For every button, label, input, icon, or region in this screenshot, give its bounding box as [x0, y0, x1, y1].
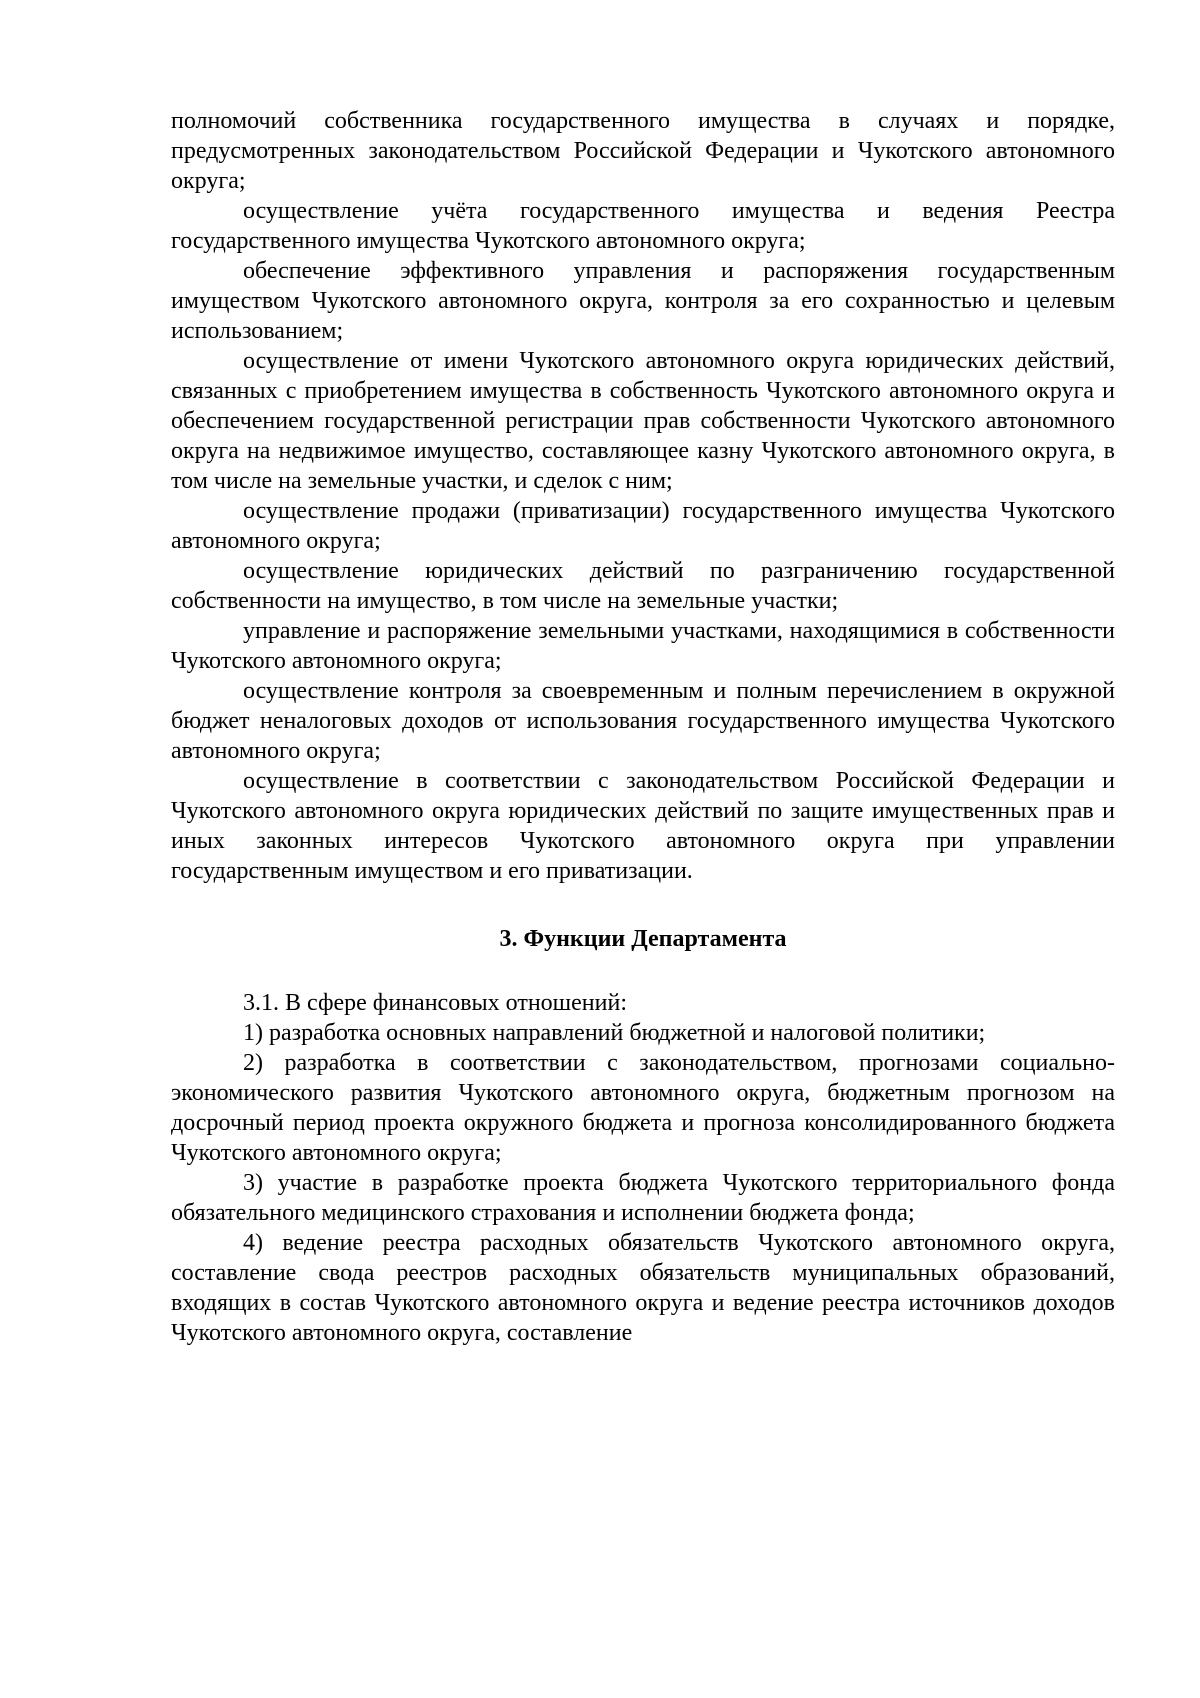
paragraph: 3.1. В сфере финансовых отношений:: [243, 990, 627, 1016]
list-item: 3) участие в разработке проекта бюджета Чукотского территориального фонда обязательного медицинского страхования и исполнении бюджета фонда;: [171, 1170, 1115, 1226]
section-heading: 3. Функции Департамента: [499, 926, 787, 952]
list-item: 4) ведение реестра расходных обязательств Чукотского автономного округа, составление свода реестров расходных обязательств муниципальных образований, входящих в состав Чукотского автономного округа и ведение реестра источников доходов Чукотского автономного округа, составление: [171, 1230, 1115, 1346]
paragraph: осуществление от имени Чукотского автономного округа юридических действий, связанных с приобретением имущества в собственность Чукотского автономного округа и обеспечением государственной регистрации прав собственности Чукотского автономного округа на недвижимое имущество, составляющее казну Чукотского автономного округа, в том числе на земельные участки, и сделок с ним;: [171, 348, 1115, 494]
paragraph: управление и распоряжение земельными участками, находящимися в собственности Чукотского автономного округа;: [171, 618, 1115, 674]
paragraph: осуществление продажи (приватизации) государственного имущества Чукотского автономного округа;: [171, 498, 1115, 554]
paragraph-continuation: полномочий собственника государственного имущества в случаях и порядке, предусмотренных законодательством Российской Федерации и Чукотского автономного округа;: [171, 108, 1115, 194]
paragraph: осуществление контроля за своевременным и полным перечислением в окружной бюджет неналоговых доходов от использования государственного имущества Чукотского автономного округа;: [171, 678, 1115, 764]
paragraph: осуществление учёта государственного имущества и ведения Реестра государственного имущества Чукотского автономного округа;: [171, 198, 1115, 254]
paragraph: осуществление в соответствии с законодательством Российской Федерации и Чукотского автономного округа юридических действий по защите имущественных прав и иных законных интересов Чукотского автономного округа при управлении государственным имуществом и его приватизации.: [171, 768, 1115, 884]
list-item: 1) разработка основных направлений бюджетной и налоговой политики;: [243, 1020, 986, 1046]
paragraph: осуществление юридических действий по разграничению государственной собственности на имущество, в том числе на земельные участки;: [171, 558, 1115, 614]
paragraph: обеспечение эффективного управления и распоряжения государственным имуществом Чукотского автономного округа, контроля за его сохранностью и целевым использованием;: [171, 258, 1115, 344]
list-item: 2) разработка в соответствии с законодательством, прогнозами социально-экономического развития Чукотского автономного округа, бюджетным прогнозом на досрочный период проекта окружного бюджета и прогноза консолидированного бюджета Чукотского автономного округа;: [171, 1050, 1115, 1166]
